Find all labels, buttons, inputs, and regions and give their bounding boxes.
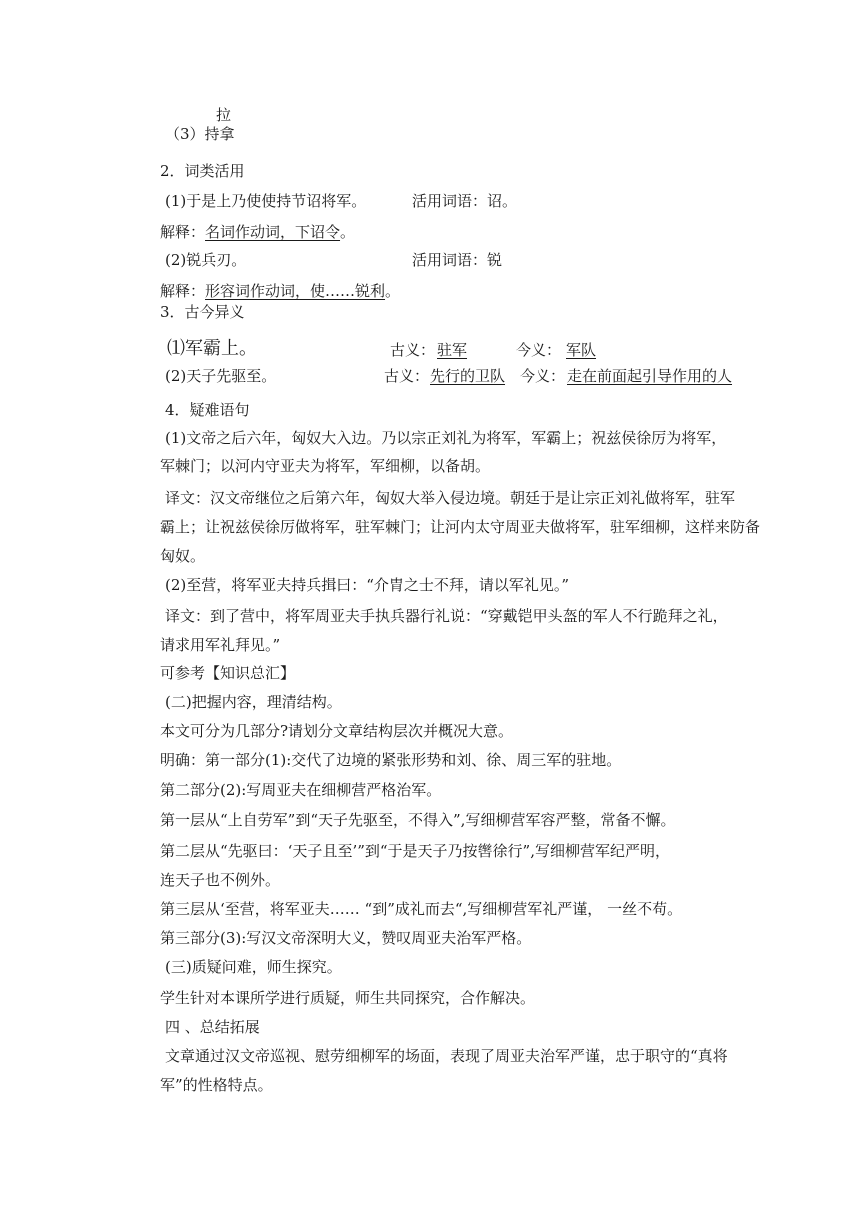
text-line: 本文可分为几部分?请划分文章结构层次并概况大意。 xyxy=(160,722,514,740)
label: 今义： xyxy=(520,367,566,385)
section-heading: 3．古今异义 xyxy=(160,303,245,321)
text-line: 军棘门；以河内守亚夫为将军，军细柳，以备胡。 xyxy=(160,457,491,475)
text-line: ⑴军霸上。 xyxy=(167,338,257,359)
text-line: （3）持拿 xyxy=(165,125,235,143)
text-line: (三)质疑问难，师生探究。 xyxy=(165,958,342,976)
text-line: (1)文帝之后六年，匈奴大入边。乃以宗正刘礼为将军，军霸上；祝兹侯徐厉为将军， xyxy=(165,429,727,447)
text-line: 请求用军礼拜见。” xyxy=(160,636,281,654)
text-line: 第三部分(3):写汉文帝深明大义，赞叹周亚夫治军严格。 xyxy=(160,929,532,947)
section-heading: 2．词类活用 xyxy=(160,162,245,180)
text-line: (2)锐兵刃。 xyxy=(165,251,247,269)
text-line: 活用词语：锐 xyxy=(412,251,503,269)
text-line: 军”的性格特点。 xyxy=(160,1076,273,1094)
text-line: 学生针对本课所学进行质疑，师生共同探究，合作解决。 xyxy=(160,989,536,1007)
section-heading: 四 、总结拓展 xyxy=(165,1018,260,1036)
text-line: 连天子也不例外。 xyxy=(160,871,281,889)
label: 古义： xyxy=(384,367,430,385)
text-line: 可参考【知识总汇】 xyxy=(160,664,296,682)
text-line: (2)天子先驱至。 xyxy=(165,367,277,385)
underlined-answer: 走在前面起引导作用的人 xyxy=(567,367,733,385)
label: 古义： xyxy=(390,341,436,359)
text-line: 第二层从“先驱曰：‘天子且至’”到“于是天子乃按辔徐行”,写细柳营军纪严明， xyxy=(160,842,670,860)
label: 解释： xyxy=(160,282,206,300)
section-heading: 4．疑难语句 xyxy=(165,401,250,419)
label: 今义： xyxy=(516,341,562,359)
text-line: 解释：形容词作动词，使……锐利。 xyxy=(160,282,401,300)
label: 解释： xyxy=(160,223,206,241)
text-line: 拉 xyxy=(216,106,232,124)
text-line: 译文：到了营中，将军周亚夫手执兵器行礼说：“穿戴铠甲头盔的军人不行跪拜之礼， xyxy=(165,607,728,625)
underlined-answer: 军队 xyxy=(566,341,597,359)
text-line: 活用词语：诏。 xyxy=(412,192,518,210)
underlined-answer: 名词作动词，下诏令 xyxy=(205,223,341,241)
text-line: 第二部分(2):写周亚夫在细柳营严格治军。 xyxy=(160,781,442,799)
text-line: (1)于是上乃使使持节诏将军。 xyxy=(165,192,367,210)
text-line: 文章通过汉文帝巡视、慰劳细柳军的场面，表现了周亚夫治军严谨，忠于职守的“真将 xyxy=(165,1047,728,1065)
underlined-answer: 驻军 xyxy=(437,341,468,359)
text-line: 解释：名词作动词，下诏令。 xyxy=(160,223,356,241)
text-line: (二)把握内容，理清结构。 xyxy=(165,693,342,711)
underlined-answer: 形容词作动词，使……锐利 xyxy=(205,282,386,300)
text-line: 第三层从‘至营，将军亚夫…… “到”成礼而去“,写细柳营军礼严谨， 一丝不苟。 xyxy=(160,900,683,918)
text-line: 第一层从“上自劳军”到“天子先驱至，不得入”,写细柳营军容严整，常备不懈。 xyxy=(160,811,676,829)
text-line: 译文：汉文帝继位之后第六年，匈奴大举入侵边境。朝廷于是让宗正刘礼做将军，驻军 xyxy=(165,489,736,507)
text-line: 匈奴。 xyxy=(160,547,206,565)
text-line: (2)至营，将军亚夫持兵揖曰：“介胄之士不拜，请以军礼见。” xyxy=(165,576,570,594)
text-line: 明确：第一部分(1):交代了边境的紧张形势和刘、徐、周三军的驻地。 xyxy=(160,751,622,769)
underlined-answer: 先行的卫队 xyxy=(430,367,506,385)
text-line: 霸上；让祝兹侯徐厉做将军，驻军棘门；让河内太守周亚夫做将军，驻军细柳，这样来防备 xyxy=(160,518,761,536)
